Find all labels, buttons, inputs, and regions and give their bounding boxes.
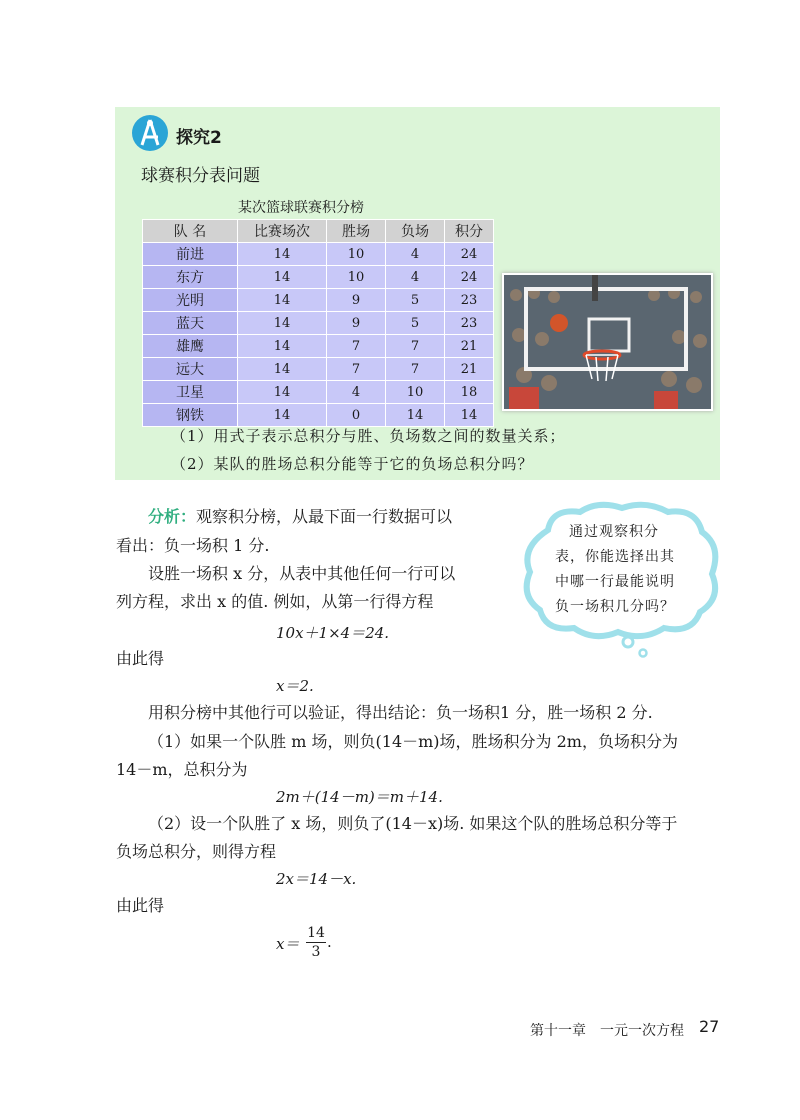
table-row	[143, 243, 494, 266]
chapter-footer: 第十一章 一元一次方程	[530, 1023, 684, 1039]
losses-cell: 7	[386, 335, 445, 358]
table-row	[143, 289, 494, 312]
analysis-line-10: 负场总积分，则得方程	[116, 842, 277, 861]
table-row	[143, 404, 494, 427]
games-cell: 14	[238, 243, 327, 266]
equation-5-lhs: x＝	[276, 935, 300, 953]
equation-1: 10x＋1×4＝24.	[276, 624, 390, 642]
equation-2: x＝2.	[276, 677, 314, 695]
analysis-line-3: 设胜一场积 x 分，从表中其他任何一行可以	[148, 564, 456, 583]
problem-title: 球赛积分表问题	[141, 166, 260, 186]
points-cell: 14	[445, 404, 494, 427]
losses-cell: 4	[386, 266, 445, 289]
question-1: （1）用式子表示总积分与胜、负场数之间的数量关系；	[171, 427, 566, 445]
points-cell: 21	[445, 335, 494, 358]
games-cell: 14	[238, 358, 327, 381]
cloud-line: 负一场积几分吗？	[555, 599, 675, 615]
team-cell: 远大	[143, 358, 238, 381]
losses-cell: 4	[386, 243, 445, 266]
analysis-line-9: （2）设一个队胜了 x 场，则负了(14－x)场. 如果这个队的胜场总积分等于	[148, 814, 678, 833]
losses-cell: 10	[386, 381, 445, 404]
points-cell: 23	[445, 312, 494, 335]
wins-cell: 7	[327, 358, 386, 381]
header-games: 比赛场次	[238, 220, 327, 243]
table-header-row	[143, 220, 494, 243]
wins-cell: 0	[327, 404, 386, 427]
games-cell: 14	[238, 404, 327, 427]
table-row	[143, 381, 494, 404]
games-cell: 14	[238, 312, 327, 335]
table-row	[143, 335, 494, 358]
analysis-label: 分析：	[148, 507, 197, 526]
points-cell: 21	[445, 358, 494, 381]
losses-cell: 5	[386, 289, 445, 312]
analysis-line-4: 列方程，求出 x 的值. 例如，从第一行得方程	[116, 592, 434, 611]
question-2: （2）某队的胜场总积分能等于它的负场总积分吗？	[171, 455, 534, 473]
table-caption: 某次篮球联赛积分榜	[238, 200, 364, 216]
analysis-line-6: 用积分榜中其他行可以验证，得出结论：负一场积1 分，胜一场积 2 分.	[148, 703, 653, 722]
team-cell: 前进	[143, 243, 238, 266]
losses-cell: 14	[386, 404, 445, 427]
wins-cell: 9	[327, 312, 386, 335]
analysis-line-11: 由此得	[116, 896, 165, 915]
analysis-line-5: 由此得	[116, 649, 165, 668]
wins-cell: 4	[327, 381, 386, 404]
basketball-hoop-photo	[502, 273, 713, 411]
cloud-line: 中哪一行最能说明	[555, 574, 675, 590]
cloud-line: 表，你能选择出其	[555, 549, 675, 565]
games-cell: 14	[238, 381, 327, 404]
wins-cell: 10	[327, 243, 386, 266]
analysis-line-8: 14－m，总积分为	[116, 760, 248, 779]
points-cell: 23	[445, 289, 494, 312]
explore-title: 探究2	[176, 128, 222, 148]
score-table	[142, 219, 494, 427]
header-team: 队 名	[143, 220, 238, 243]
page-number: 27	[699, 1017, 720, 1036]
points-cell: 24	[445, 243, 494, 266]
fraction-numerator: 14	[307, 925, 325, 941]
header-losses: 负场	[386, 220, 445, 243]
team-cell: 蓝天	[143, 312, 238, 335]
table-row	[143, 266, 494, 289]
team-cell: 雄鹰	[143, 335, 238, 358]
games-cell: 14	[238, 335, 327, 358]
team-cell: 卫星	[143, 381, 238, 404]
equation-3: 2m＋(14－m)＝m＋14.	[276, 788, 443, 806]
fraction-denominator: 3	[311, 944, 321, 960]
losses-cell: 7	[386, 358, 445, 381]
table-row	[143, 312, 494, 335]
games-cell: 14	[238, 289, 327, 312]
points-cell: 18	[445, 381, 494, 404]
losses-cell: 5	[386, 312, 445, 335]
analysis-line-1-text: 观察积分榜，从最下面一行数据可以	[196, 507, 453, 526]
cloud-line: 通过观察积分	[569, 524, 659, 540]
explore-box	[115, 107, 720, 480]
wins-cell: 10	[327, 266, 386, 289]
header-points: 积分	[445, 220, 494, 243]
team-cell: 钢铁	[143, 404, 238, 427]
analysis-line-7: （1）如果一个队胜 m 场，则负(14－m)场，胜场积分为 2m，负场积分为	[148, 732, 678, 751]
equation-4: 2x＝14－x.	[276, 870, 357, 888]
points-cell: 24	[445, 266, 494, 289]
analysis-line-1	[148, 506, 452, 528]
wins-cell: 9	[327, 289, 386, 312]
team-cell: 光明	[143, 289, 238, 312]
cloud-text	[555, 520, 705, 620]
analysis-line-2: 看出：负一场积 1 分.	[116, 536, 270, 555]
team-cell: 东方	[143, 266, 238, 289]
explore-badge-icon	[132, 115, 168, 151]
header-wins: 胜场	[327, 220, 386, 243]
fraction-14-over-3	[306, 924, 326, 961]
equation-5-tail: .	[327, 933, 332, 951]
table-row	[143, 358, 494, 381]
wins-cell: 7	[327, 335, 386, 358]
games-cell: 14	[238, 266, 327, 289]
